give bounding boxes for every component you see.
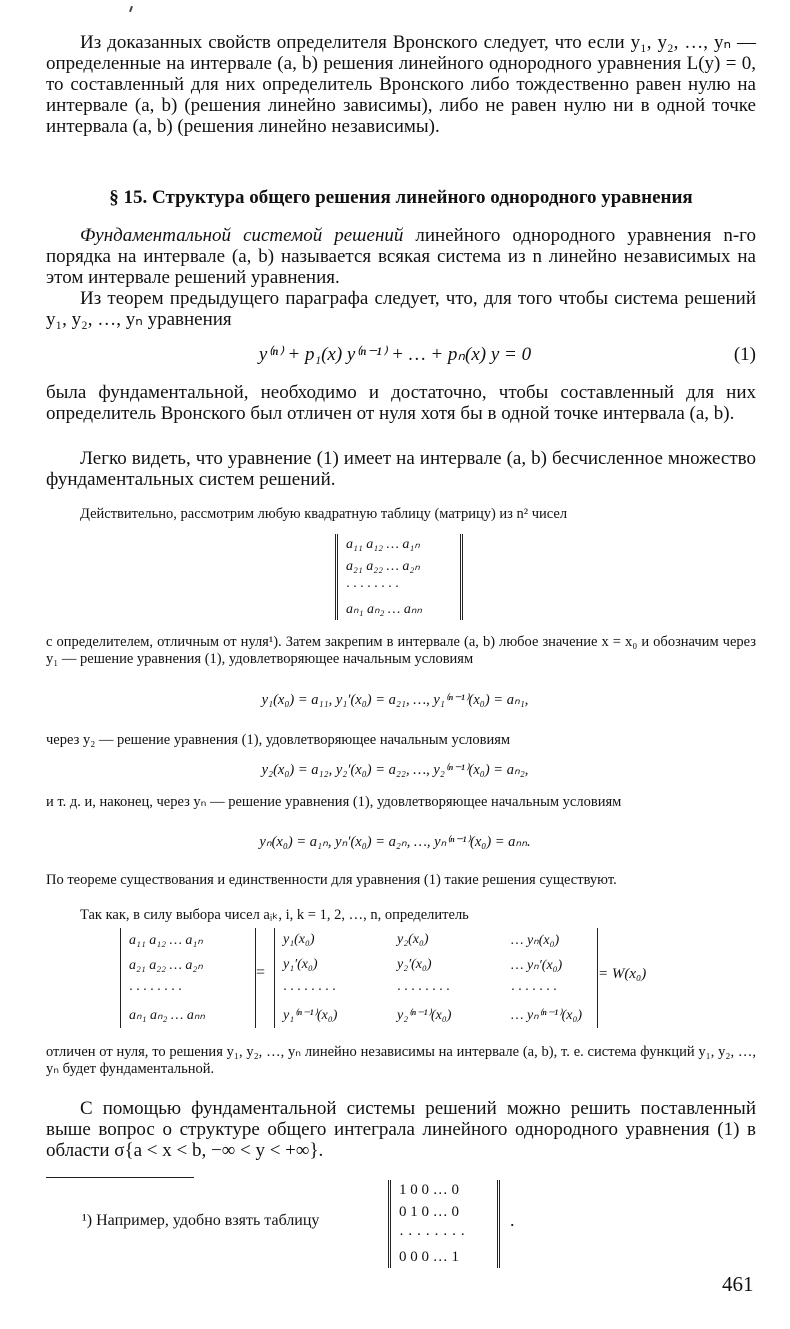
equals-sign: = [256,964,266,981]
wronskian-cell: y₂(x₀) [397,932,429,947]
wronskian-row [283,957,589,974]
paragraph-general-integral: С помощью фундаментальной системы решений можно решить поставленный выше вопрос о структуре общего интеграла линейного однородного уравнения (1) в области σ{a < x < b, −∞ < y < +∞}. [46,1098,756,1161]
wronskian-row [283,983,589,999]
small-paragraph-existence: По теореме существования и единственности для уравнения (1) такие решения существуют. [46,872,617,888]
footnote-identity-matrix [388,1180,500,1268]
paragraph-infinite-systems: Легко видеть, что уравнение (1) имеет на интервале (a, b) бесчисленное множество фундаментальных систем решений. [46,448,756,490]
matrix-a-row: · · · · · · · · [346,580,399,595]
small-paragraph-conclusion: отличен от нуля, то решения y₁, y₂, …, yₙ линейно независимы на интервале (a, b), т. е. система функций y₁, y₂, …, yₙ будет фундаментальной. [46,1044,756,1077]
small-paragraph-matrix-intro: Действительно, рассмотрим любую квадратную таблицу (матрицу) из n² чисел [80,506,568,522]
wronskian-result: = W(x₀) [598,966,647,982]
wronskian-cell: · · · · · · · · [283,982,336,998]
wronskian-cell: y₁′(x₀) [283,957,318,973]
determinant-a-row: aₙ₁ aₙ₂ … aₙₙ [129,1007,205,1023]
wronskian-cell: … yₙ(x₀) [511,933,560,948]
paragraph-criterion: была фундаментальной, необходимо и достаточно, чтобы составленный для них определитель Вронского был отличен от нуля хотя бы в одной точке интервала (a, b). [46,382,756,424]
matrix-a-row: a₂₁ a₂₂ … a₂ₙ [346,559,420,574]
equation-2: y₁(x₀) = a₁₁, y₁′(x₀) = a₂₁, …, y₁⁽ⁿ⁻¹⁾(x₀) = aₙ₁, [261,692,529,708]
wronskian-cell: y₁(x₀) [283,932,315,947]
small-paragraph-nth-solution: и т. д. и, наконец, через yₙ — решение уравнения (1), удовлетворяющее начальным условиям [46,794,622,810]
determinant-a-row: a₁₁ a₁₂ … a₁ₙ [129,933,203,948]
stray-mark [129,6,133,12]
wronskian-cell: … yₙ′(x₀) [511,958,563,974]
footnote-rule [46,1177,194,1178]
small-paragraph-determinant-intro: Так как, в силу выбора чисел aᵢₖ, i, k = 1, 2, …, n, определитель [80,907,469,923]
section-heading: § 15. Структура общего решения линейного однородного уравнения [109,187,693,208]
determinant-a [120,928,256,1028]
footnote-period: . [510,1210,515,1230]
paragraph-wronskian-properties: Из доказанных свойств определителя Вронского следует, что если y₁, y₂, …, yₙ — определенные на интервале (a, b) решения линейного однородного уравнения L(y) = 0, то составленный для них определитель Вронского либо тождественно равен нулю на интервале (a, b) (решения линейно зависимы), либо не равен нулю ни в одной точке интервала (a, b) (решения линейно независимы). [46,32,756,137]
defined-term: Фундаментальной системой решений [80,225,404,246]
identity-row: 0 0 0 … 1 [399,1248,459,1265]
footnote-text: ¹) Например, удобно взять таблицу [82,1212,320,1229]
wronskian-cell: y₂′(x₀) [397,957,432,973]
wronskian-cell: … yₙ⁽ⁿ⁻¹⁾(x₀) [511,1007,583,1023]
paragraph-definition [46,225,756,288]
wronskian-row [283,932,589,949]
equation-3: y₂(x₀) = a₁₂, y₂′(x₀) = a₂₂, …, y₂⁽ⁿ⁻¹⁾(x₀) = aₙ₂, [261,762,529,778]
matrix-a-row: aₙ₁ aₙ₂ … aₙₙ [346,602,422,617]
identity-row: 1 0 0 … 0 [399,1182,459,1198]
small-paragraph-initial-conditions: с определителем, отличным от нуля¹). Затем закрепим в интервале (a, b) любое значение x = x₀ и обозначим через y₁ — решение уравнения (1), удовлетворяющее начальным условиям [46,634,756,667]
determinant-a-row: · · · · · · · · [129,982,182,998]
page-number: 461 [722,1272,754,1296]
matrix-a-row: a₁₁ a₁₂ … a₁ₙ [346,537,420,552]
equation-4: yₙ(x₀) = a₁ₙ, yₙ′(x₀) = a₂ₙ, …, yₙ⁽ⁿ⁻¹⁾(x₀) = aₙₙ. [259,834,531,850]
definition-text: линейного однородного уравнения n-го порядка на интервале (a, b) называется всякая система из n линейно независимых на этом интервале решений уравнения. [46,225,756,288]
wronskian-determinant [274,928,598,1028]
identity-row: · · · · · · · · [399,1226,466,1243]
wronskian-cell: · · · · · · · [511,982,557,998]
identity-row: 0 1 0 … 0 [399,1204,459,1221]
small-paragraph-second-solution: через y₂ — решение уравнения (1), удовлетворяющее начальным условиям [46,732,511,748]
equation-1: y⁽ⁿ⁾ + p₁(x) y⁽ⁿ⁻¹⁾ + … + pₙ(x) y = 0 [258,344,532,365]
wronskian-row [283,1007,589,1024]
equation-1-number: (1) [733,344,756,365]
wronskian-cell: y₂⁽ⁿ⁻¹⁾(x₀) [397,1007,452,1023]
matrix-a [335,534,463,620]
determinant-a-row: a₂₁ a₂₂ … a₂ₙ [129,958,203,974]
wronskian-cell: · · · · · · · · [397,982,450,998]
wronskian-cell: y₁⁽ⁿ⁻¹⁾(x₀) [283,1007,338,1023]
paragraph-theorem-reference: Из теорем предыдущего параграфа следует, что, для того чтобы система решений y₁, y₂, …, yₙ уравнения [46,288,756,330]
